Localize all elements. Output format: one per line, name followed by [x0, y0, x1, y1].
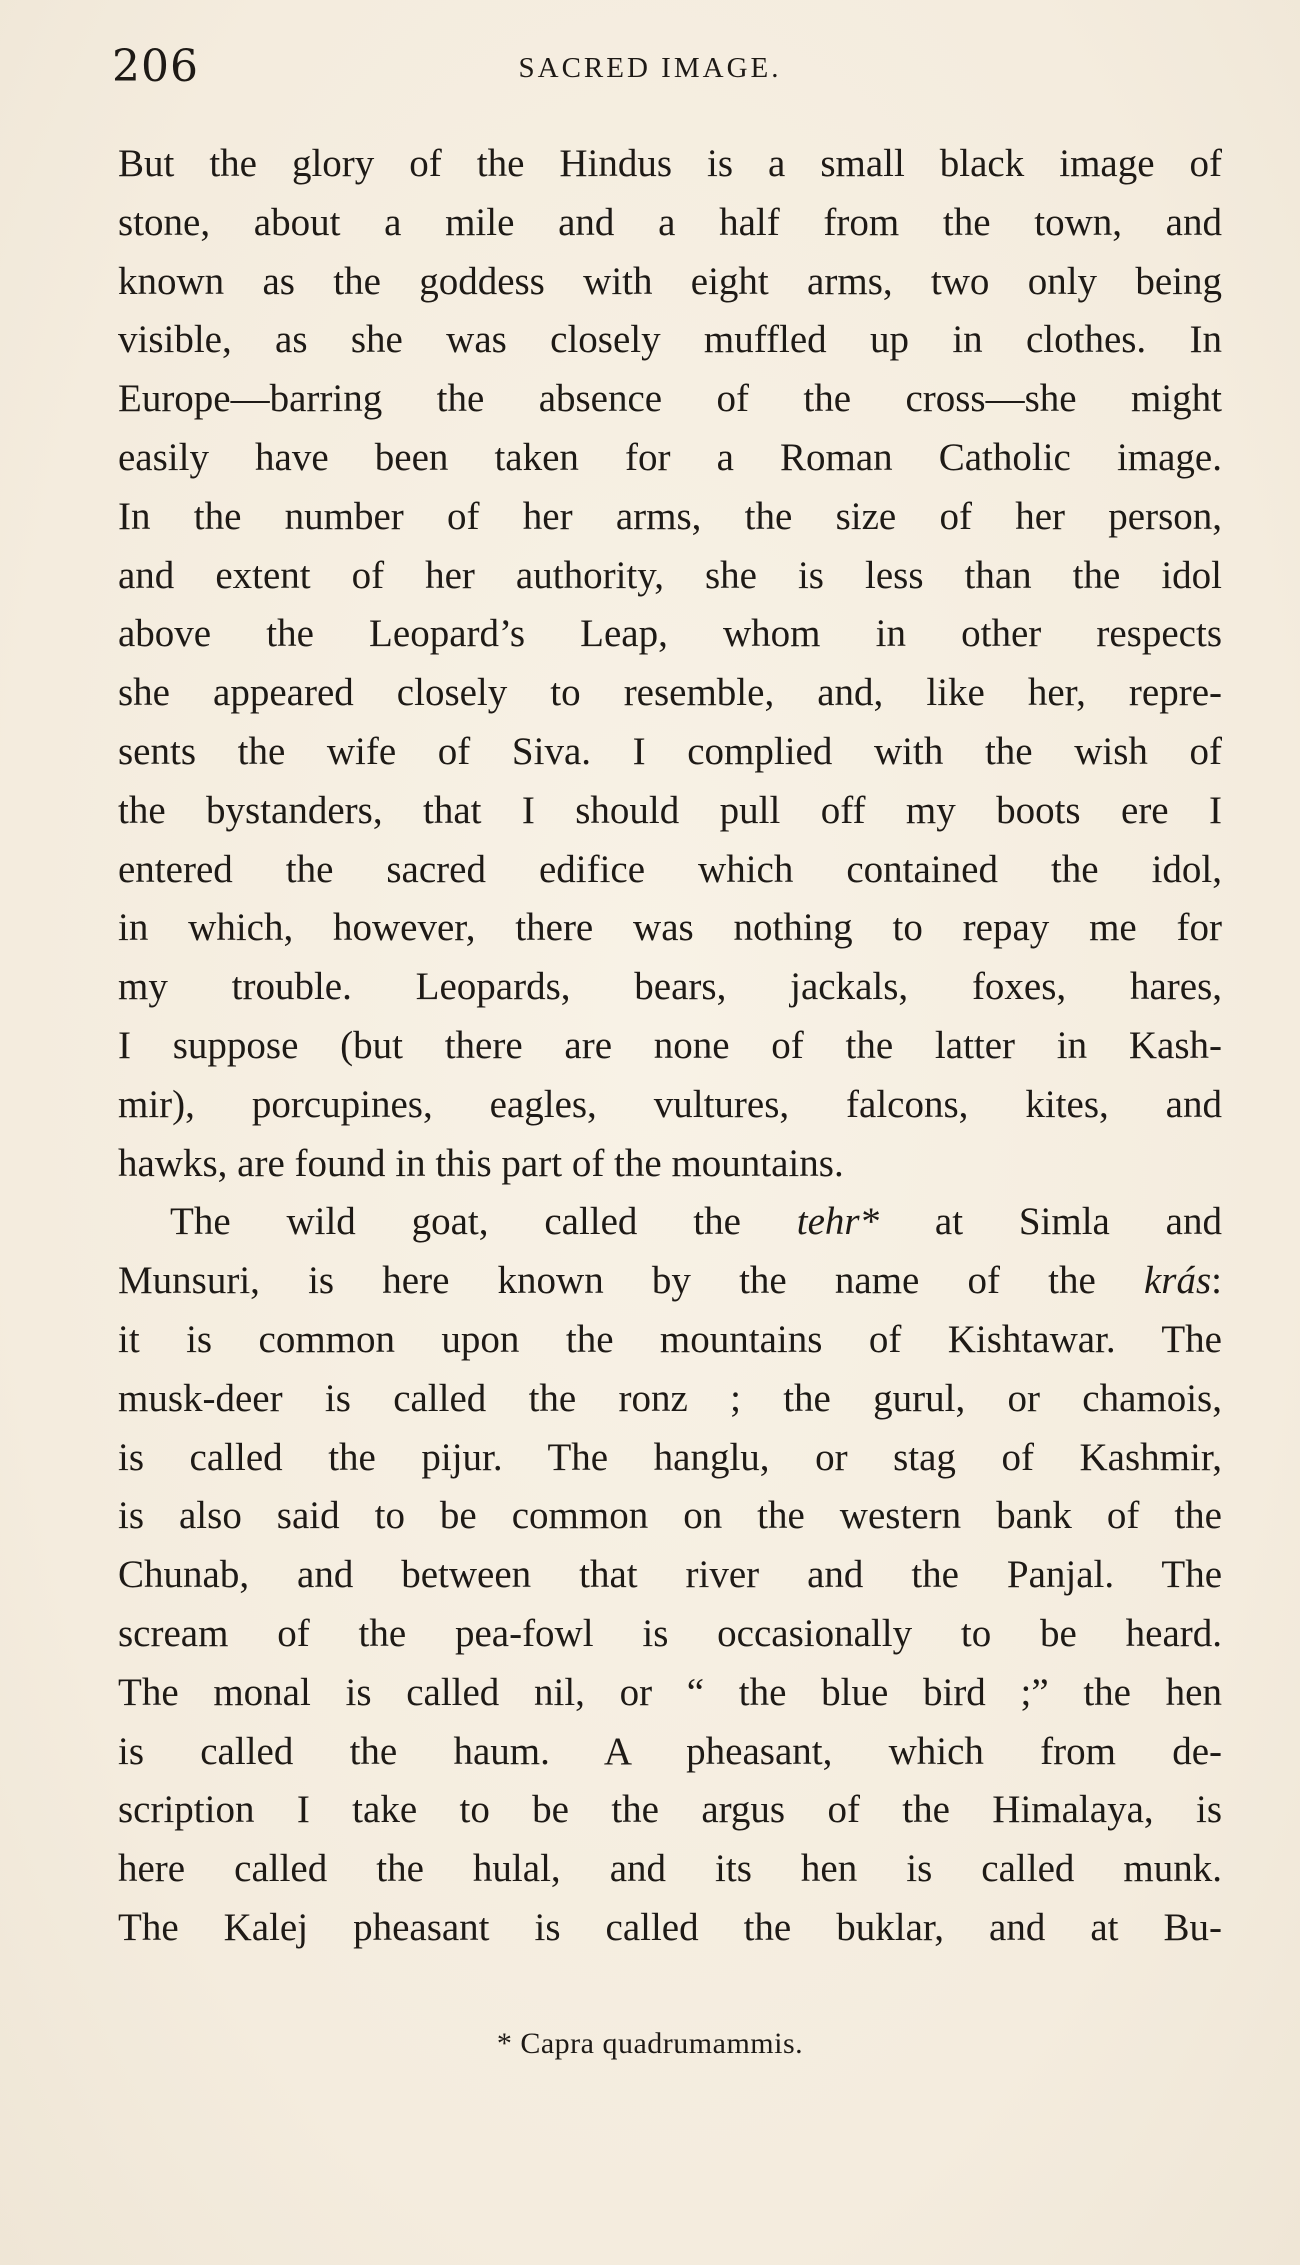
- text-line: mir), porcupines, eagles, vultures, falcons, kites, and: [118, 1082, 1222, 1126]
- text-line: The Kalej pheasant is called the buklar, and at Bu-: [118, 1905, 1222, 1949]
- text-line: in which, however, there was nothing to repay me for: [118, 906, 1222, 950]
- text-line: hawks, are found in this part of the mountains.: [118, 1141, 844, 1185]
- text-line: it is common upon the mountains of Kishtawar. The: [118, 1317, 1222, 1361]
- italic-term: tehr*: [796, 1200, 880, 1244]
- text-line: known as the goddess with eight arms, two only being: [118, 259, 1222, 303]
- text-line: is called the haum. A pheasant, which from de-: [118, 1729, 1222, 1773]
- text-line: my trouble. Leopards, bears, jackals, foxes, hares,: [118, 965, 1222, 1009]
- text-line: and extent of her authority, she is less than the idol: [118, 553, 1222, 597]
- page-number: 206: [112, 41, 199, 92]
- footnote: * Capra quadrumammis.: [496, 2027, 804, 2060]
- text-line: But the glory of the Hindus is a small black image of: [118, 142, 1222, 185]
- text-line: the bystanders, that I should pull off my boots ere I: [118, 788, 1222, 832]
- text-line: sents the wife of Siva. I complied with the wish of: [118, 729, 1222, 773]
- text-line: musk-deer is called the ronz ; the gurul, or chamois,: [118, 1376, 1222, 1420]
- italic-term: krás: [1143, 1259, 1212, 1303]
- text-line: [118, 1193, 1222, 1252]
- text-line: scream of the pea-fowl is occasionally to be heard.: [118, 1611, 1222, 1655]
- text-line: easily have been taken for a Roman Catholic image.: [118, 435, 1222, 479]
- text-line: [118, 1252, 1222, 1311]
- text-line: Europe—barring the absence of the cross—she might: [118, 377, 1222, 421]
- text-run: Munsuri, is here known by the name of the: [118, 1259, 1144, 1303]
- text-line: In the number of her arms, the size of her person,: [118, 494, 1222, 538]
- body-text: [118, 135, 1222, 1958]
- text-line: visible, as she was closely muffled up in clothes. In: [118, 318, 1222, 362]
- running-head: SACRED IMAGE.: [518, 52, 782, 84]
- text-line: Chunab, and between that river and the Panjal. The: [118, 1553, 1222, 1597]
- text-line: I suppose (but there are none of the latter in Kash-: [118, 1023, 1222, 1067]
- text-run: The wild goat, called the: [170, 1200, 797, 1244]
- text-line: scription I take to be the argus of the Himalaya, is: [118, 1788, 1222, 1832]
- text-line: entered the sacred edifice which contained the idol,: [118, 847, 1222, 891]
- text-line: she appeared closely to resemble, and, like her, repre-: [118, 671, 1222, 715]
- text-run: :: [1211, 1259, 1222, 1303]
- text-line: is also said to be common on the western bank of the: [118, 1494, 1222, 1538]
- text-line: stone, about a mile and a half from the town, and: [118, 200, 1222, 244]
- text-line: above the Leopard’s Leap, whom in other respects: [118, 612, 1222, 656]
- text-line: is called the pijur. The hanglu, or stag of Kashmir,: [118, 1435, 1222, 1479]
- text-run: at Simla and: [879, 1200, 1222, 1244]
- text-line: here called the hulal, and its hen is called munk.: [118, 1847, 1222, 1891]
- text-line: The monal is called nil, or “ the blue bird ;” the hen: [118, 1670, 1222, 1714]
